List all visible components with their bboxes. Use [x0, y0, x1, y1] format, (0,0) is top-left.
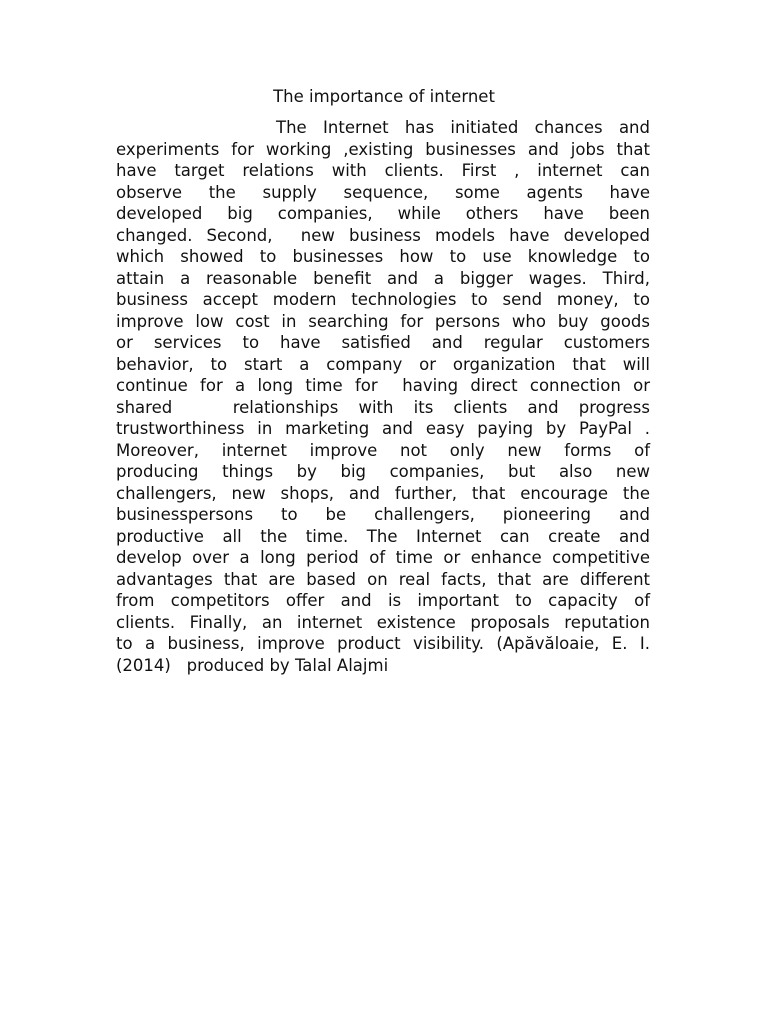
body-line: advantages that are based on real facts, that are different	[116, 569, 650, 589]
body-line: trustworthiness in marketing and easy paying by PayPal .	[116, 419, 650, 438]
body-line: shared relationships with its clients and progress	[116, 397, 650, 417]
document-title: The importance of internet	[273, 87, 495, 106]
body-line: develop over a long period of time or enhance competitive	[116, 548, 650, 567]
body-line: business accept modern technologies to send money, to	[116, 290, 650, 309]
body-line: continue for a long time for having direct connection or	[116, 376, 650, 395]
body-line: behavior, to start a company or organization that will	[116, 354, 650, 374]
body-line: clients. Finally, an internet existence proposals reputation	[116, 612, 650, 632]
body-line: developed big companies, while others have been	[116, 204, 650, 223]
body-line: (2014) produced by Talal Alajmi	[116, 655, 389, 675]
body-line: to a business, improve product visibility. (Apăvăloaie, E. I.	[116, 634, 650, 653]
body-line: Moreover, internet improve not only new forms of	[116, 440, 650, 460]
body-line: experiments for working ,existing businesses and jobs that	[116, 139, 650, 159]
body-line: producing things by big companies, but also new	[116, 462, 650, 481]
body-line: from competitors offer and is important to capacity of	[116, 591, 650, 610]
body-line: which showed to businesses how to use knowledge to	[116, 247, 650, 266]
body-line: challengers, new shops, and further, that encourage the	[116, 483, 650, 503]
body-line: or services to have satisfied and regular customers	[116, 333, 650, 352]
body-line: improve low cost in searching for persons who buy goods	[116, 311, 650, 331]
body-line: observe the supply sequence, some agents have	[116, 182, 650, 202]
body-line: businesspersons to be challengers, pioneering and	[116, 505, 650, 524]
body-line: have target relations with clients. First , internet can	[116, 161, 650, 180]
body-line: attain a reasonable benefit and a bigger wages. Third,	[116, 268, 650, 288]
body-line: changed. Second, new business models have developed	[116, 225, 650, 245]
body-line: productive all the time. The Internet can create and	[116, 526, 650, 546]
body-line: The Internet has initiated chances and	[276, 118, 650, 137]
